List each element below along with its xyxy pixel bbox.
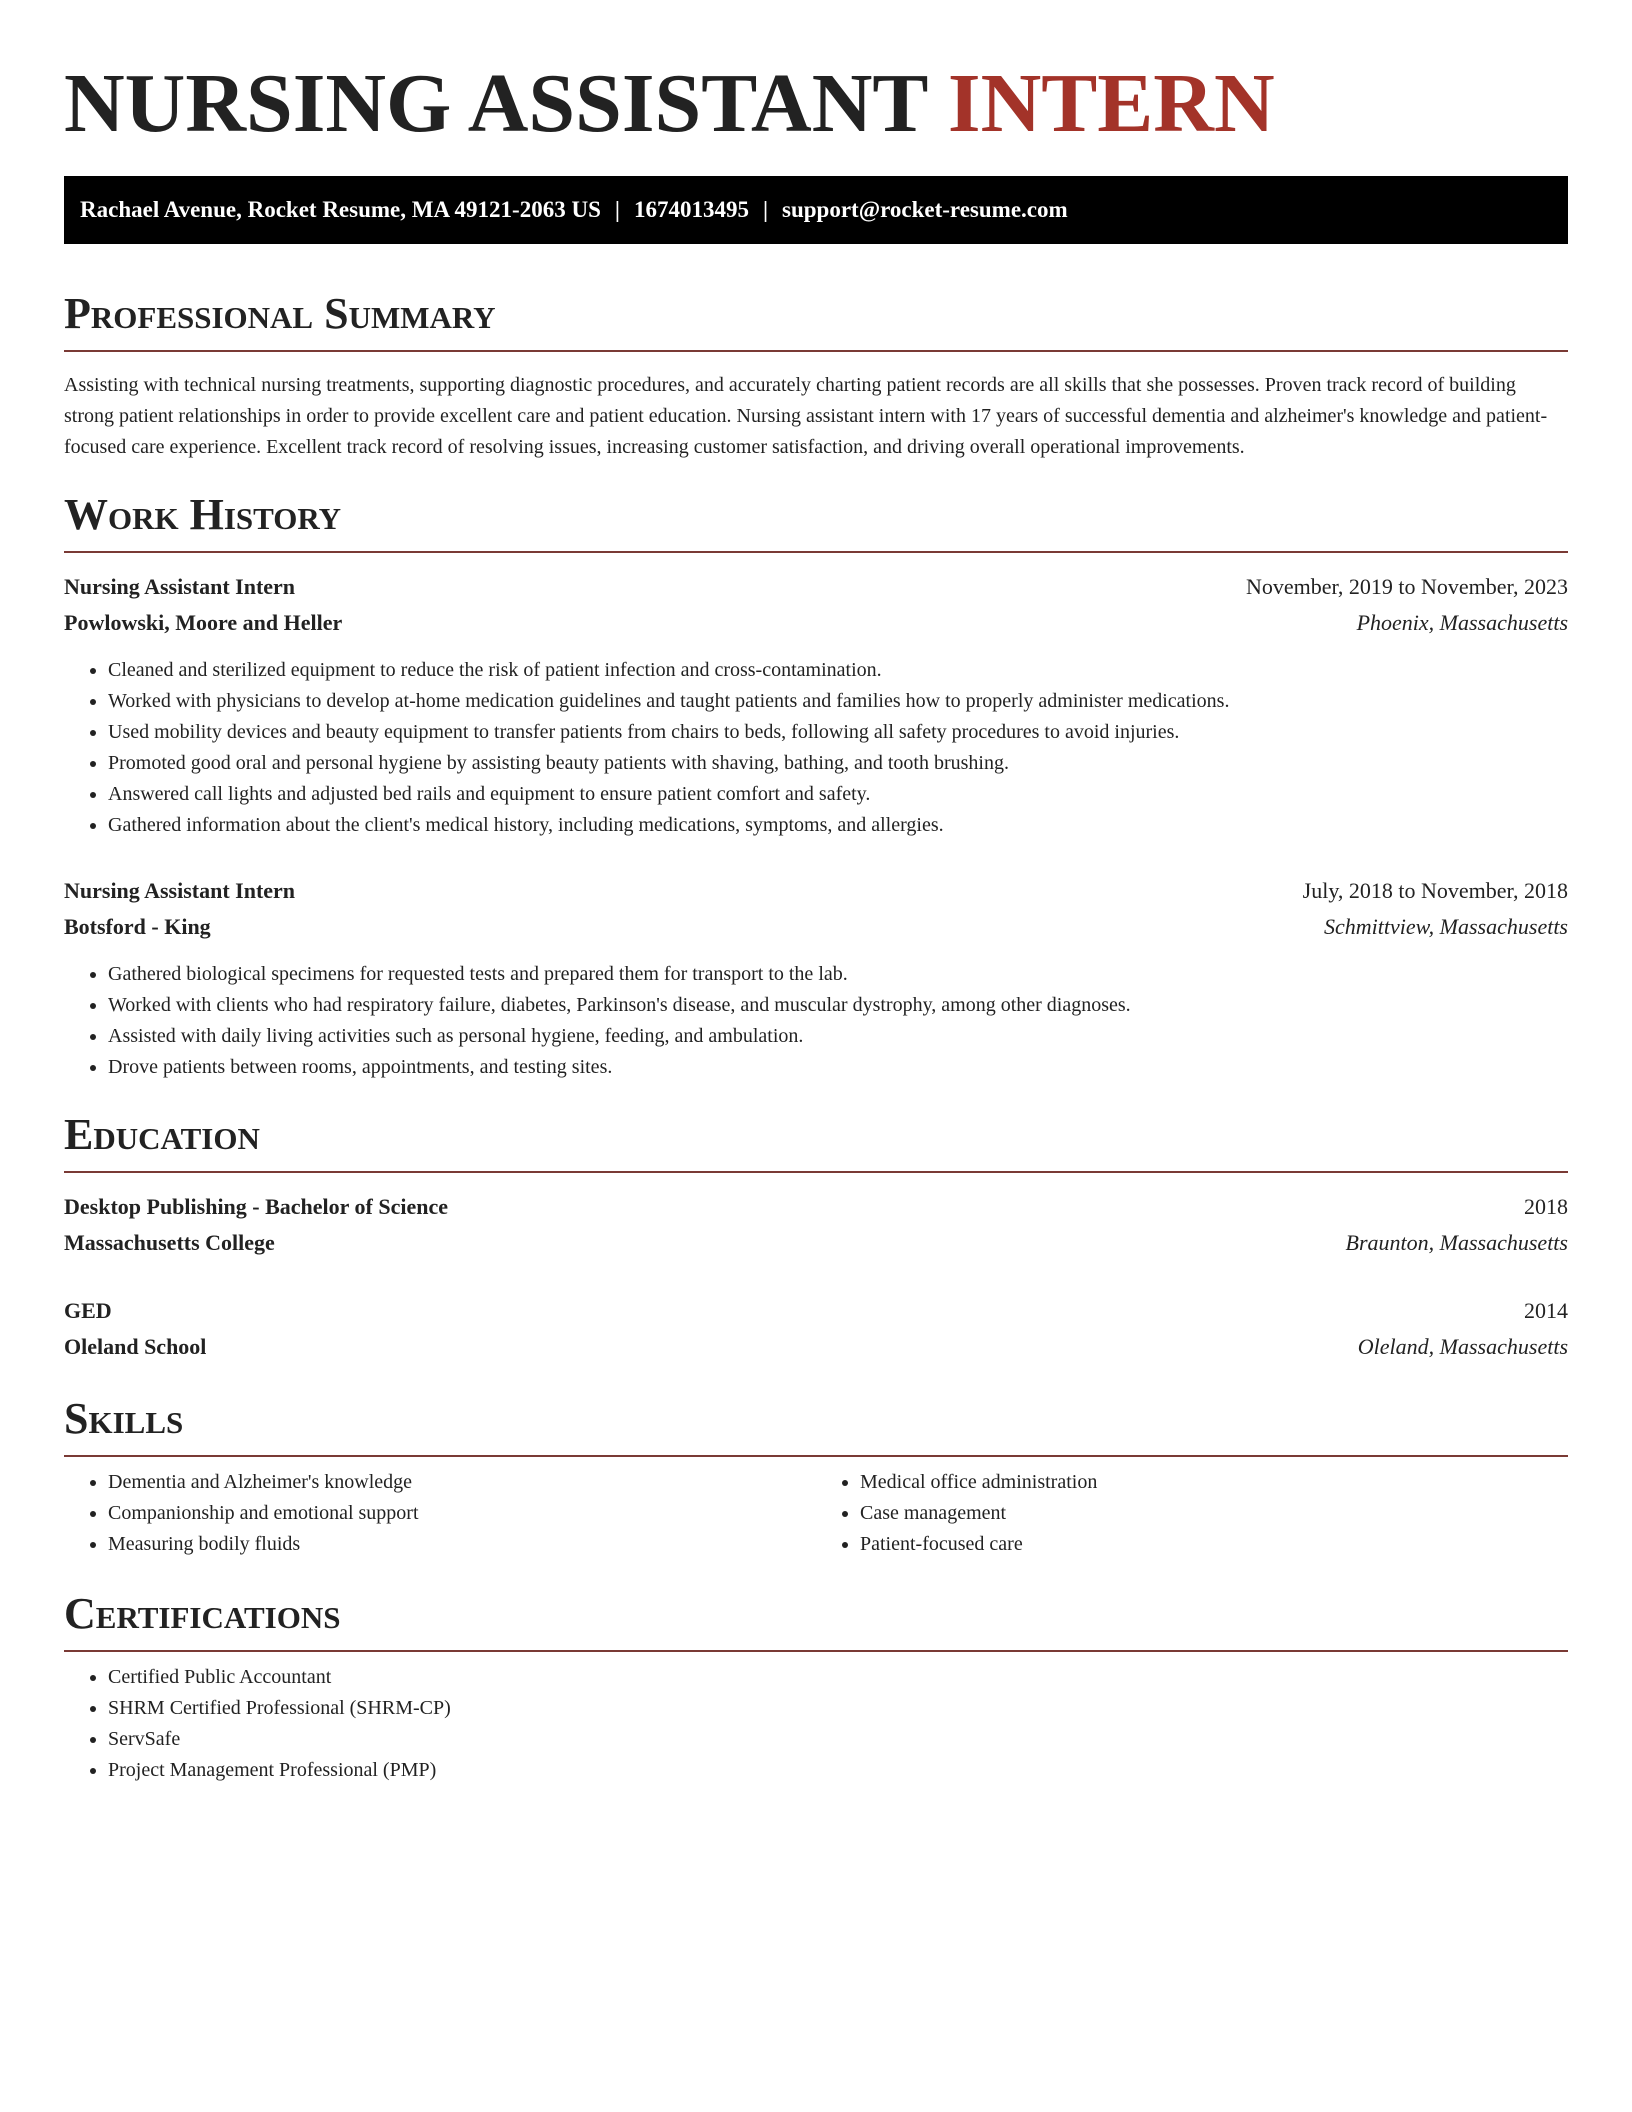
certifications-list [64, 1662, 1568, 1786]
section-title-work: Work History [64, 490, 342, 539]
job-role: Nursing Assistant Intern [64, 878, 296, 903]
contact-separator: | [762, 197, 769, 222]
education-year: 2018 [1524, 1194, 1568, 1219]
education-location: Oleland, Massachusetts [1357, 1334, 1568, 1359]
list-item: • Case management [860, 1498, 1568, 1529]
job-location: Schmittview, Massachusetts [1324, 914, 1568, 939]
section-title-skills: Skills [64, 1394, 184, 1443]
job-dates: November, 2019 to November, 2023 [1245, 574, 1568, 599]
job-company-row [64, 909, 1568, 945]
job-bullets [64, 959, 1568, 1083]
section-title-certifications: Certifications [64, 1589, 341, 1638]
job-entry [64, 569, 1568, 841]
list-item: • Gathered information about the client's medical history, including medications, symptoms, and allergies. [108, 810, 1568, 841]
education-year: 2014 [1524, 1298, 1568, 1323]
skills-list-right [816, 1467, 1568, 1560]
job-bullets [64, 655, 1568, 841]
list-item: • Project Management Professional (PMP) [108, 1755, 1568, 1786]
list-item: • Companionship and emotional support [108, 1498, 816, 1529]
job-company-row [64, 605, 1568, 641]
education-entry [64, 1189, 1568, 1261]
job-entry [64, 873, 1568, 1083]
list-item: • Worked with physicians to develop at-home medication guidelines and taught patients and families how to properly administer medications. [108, 686, 1568, 717]
job-location: Phoenix, Massachusetts [1356, 610, 1568, 635]
job-header-row [64, 569, 1568, 605]
education-section [64, 1109, 1568, 1365]
contact-phone: 1674013495 [633, 197, 749, 222]
name-main: NURSING ASSISTANT [64, 57, 927, 150]
education-school: Oleland School [64, 1334, 207, 1359]
skills-list-left [64, 1467, 816, 1560]
job-header-row [64, 873, 1568, 909]
list-item: • Answered call lights and adjusted bed rails and equipment to ensure patient comfort and safety. [108, 779, 1568, 810]
section-title-education: Education [64, 1110, 260, 1159]
certifications-section [64, 1588, 1568, 1786]
summary-text: Assisting with technical nursing treatments, supporting diagnostic procedures, and accurately charting patient records are all skills that she possesses. Proven track record of building strong patient relationships in order to provide excellent care and patient education. Nursing assistant intern with 17 years of successful dementia and alzheimer's knowledge and patient-focused care experience. Excellent track record of resolving issues, increasing customer satisfaction, and driving overall operational improvements. [64, 374, 1548, 458]
list-item: • Patient-focused care [860, 1529, 1568, 1560]
section-divider [64, 1650, 1568, 1652]
resume-name [64, 56, 1568, 152]
job-role: Nursing Assistant Intern [64, 574, 296, 599]
list-item: • Measuring bodily fluids [108, 1529, 816, 1560]
education-location: Braunton, Massachusetts [1345, 1230, 1568, 1255]
job-company: Botsford - King [64, 914, 211, 939]
skills-section [64, 1393, 1568, 1560]
contact-bar [64, 176, 1568, 244]
name-accent: INTERN [947, 57, 1275, 150]
list-item: • Used mobility devices and beauty equipment to transfer patients from chairs to beds, following all safety procedures to avoid injuries. [108, 717, 1568, 748]
list-item: • ServSafe [108, 1724, 1568, 1755]
work-section [64, 489, 1568, 1083]
section-divider [64, 350, 1568, 352]
contact-separator: | [614, 197, 620, 222]
list-item: • Worked with clients who had respiratory failure, diabetes, Parkinson's disease, and muscular dystrophy, among other diagnoses. [108, 990, 1568, 1021]
skills-columns [64, 1457, 1568, 1560]
job-company: Powlowski, Moore and Heller [64, 610, 343, 635]
job-dates: July, 2018 to November, 2018 [1302, 878, 1568, 903]
list-item: • Drove patients between rooms, appointments, and testing sites. [108, 1052, 1568, 1083]
summary-section [64, 288, 1568, 463]
education-school-row [64, 1329, 1568, 1365]
education-degree: Desktop Publishing - Bachelor of Science [64, 1194, 449, 1219]
contact-email[interactable]: support@rocket-resume.com [782, 197, 1068, 222]
education-school: Massachusetts College [64, 1230, 275, 1255]
education-school-row [64, 1225, 1568, 1261]
contact-address: Rachael Avenue, Rocket Resume, MA 49121-2063 US [80, 197, 601, 222]
section-divider [64, 551, 1568, 553]
education-degree: GED [64, 1298, 112, 1323]
list-item: • Gathered biological specimens for requested tests and prepared them for transport to the lab. [108, 959, 1568, 990]
list-item: • Promoted good oral and personal hygiene by assisting beauty patients with shaving, bathing, and tooth brushing. [108, 748, 1568, 779]
list-item: • Dementia and Alzheimer's knowledge [108, 1467, 816, 1498]
section-title-summary: Professional Summary [64, 289, 496, 338]
list-item: • SHRM Certified Professional (SHRM-CP) [108, 1693, 1568, 1724]
list-item: • Certified Public Accountant [108, 1662, 1568, 1693]
education-header-row [64, 1293, 1568, 1329]
list-item: • Assisted with daily living activities such as personal hygiene, feeding, and ambulation. [108, 1021, 1568, 1052]
list-item: • Medical office administration [860, 1467, 1568, 1498]
list-item: • Cleaned and sterilized equipment to reduce the risk of patient infection and cross-contamination. [108, 655, 1568, 686]
section-divider [64, 1171, 1568, 1173]
education-header-row [64, 1189, 1568, 1225]
education-entry [64, 1293, 1568, 1365]
